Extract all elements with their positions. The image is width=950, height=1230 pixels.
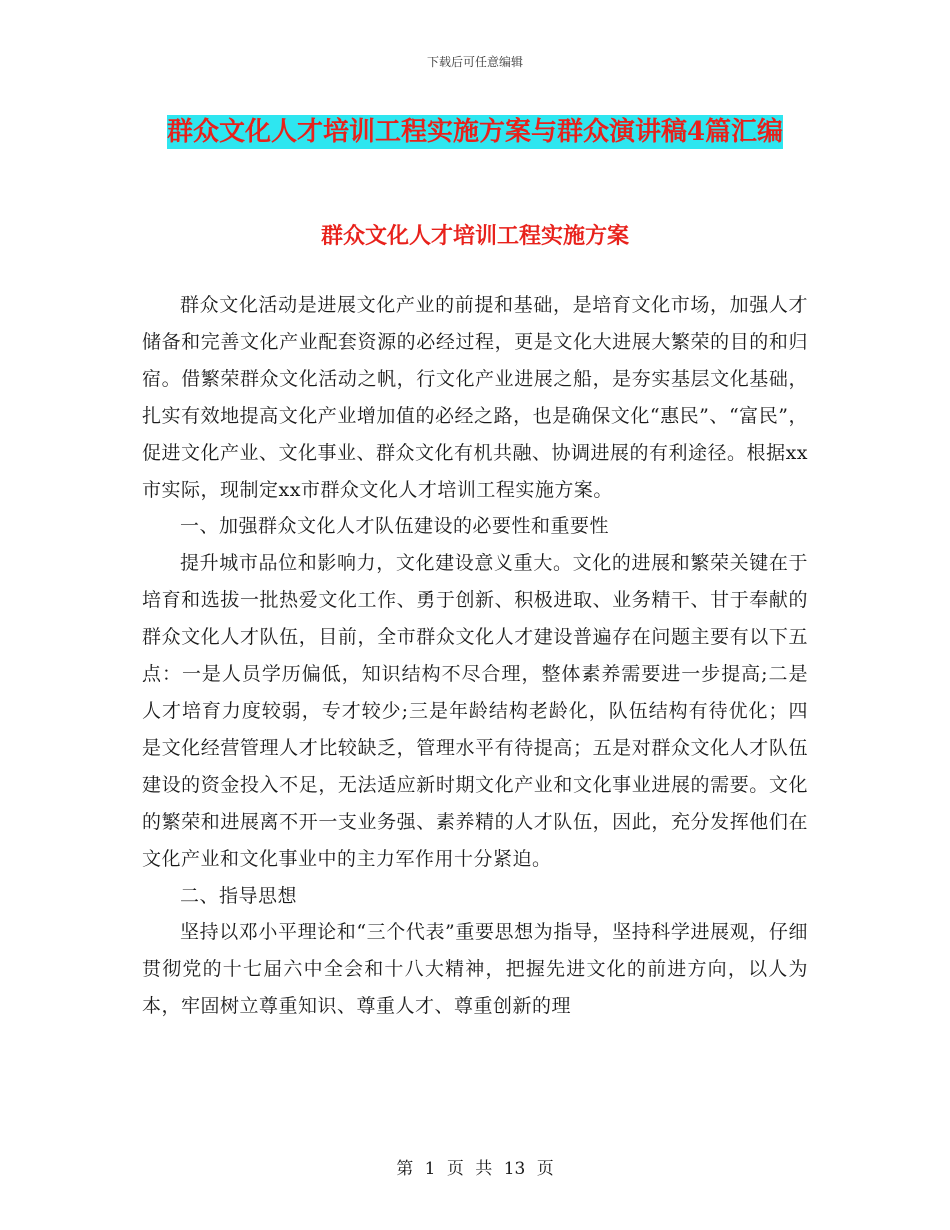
heading-necessity: 一、加强群众文化人才队伍建设的必要性和重要性 bbox=[180, 515, 610, 538]
page-header: 下载后可任意编辑 bbox=[426, 55, 523, 69]
heading-guiding-ideology: 二、指导思想 bbox=[180, 884, 298, 907]
document-title-text: 群众文化人才培训工程实施方案与群众演讲稿4篇汇编 bbox=[166, 117, 784, 147]
page-number-footer: 第 1 页 共 13 页 bbox=[396, 1159, 554, 1179]
document-body bbox=[142, 287, 808, 1025]
document-title bbox=[142, 104, 808, 160]
paragraph-necessity: 提升城市品位和影响力，文化建设意义重大。文化的进展和繁荣关键在于培育和选拔一批热爱文化工作、勇于创新、积极进取、业务精干、甘于奉献的群众文化人才队伍，目前，全市群众文化人才建设普遍存在问题主要有以下五点：一是人员学历偏低，知识结构不尽合理，整体素养需要进一步提高;二是人才培育力度较弱，专才较少;三是年龄结构老龄化，队伍结构有待优化；四是文化经营管理人才比较缺乏，管理水平有待提高；五是对群众文化人才队伍建设的资金投入不足，无法适应新时期文化产业和文化事业进展的需要。文化的繁荣和进展离不开一支业务强、素养精的人才队伍，因此，充分发挥他们在文化产业和文化事业中的主力军作用十分紧迫。 bbox=[142, 552, 808, 870]
section-title: 群众文化人才培训工程实施方案 bbox=[320, 223, 629, 249]
paragraph-intro: 群众文化活动是进展文化产业的前提和基础，是培育文化市场，加强人才储备和完善文化产业配套资源的必经过程，更是文化大进展大繁荣的目的和归宿。借繁荣群众文化活动之帆，行文化产业进展之船，是夯实基层文化基础，扎实有效地提高文化产业增加值的必经之路，也是确保文化“惠民”、“富民”，促进文化产业、文化事业、群众文化有机共融、协调进展的有利途径。根据xx市实际，现制定xx市群众文化人才培训工程实施方案。 bbox=[142, 294, 808, 501]
paragraph-guiding-ideology: 坚持以邓小平理论和“三个代表”重要思想为指导，坚持科学进展观，仔细贯彻党的十七届六中全会和十八大精神，把握先进文化的前进方向，以人为本，牢固树立尊重知识、尊重人才、尊重创新的理 bbox=[142, 921, 808, 1018]
